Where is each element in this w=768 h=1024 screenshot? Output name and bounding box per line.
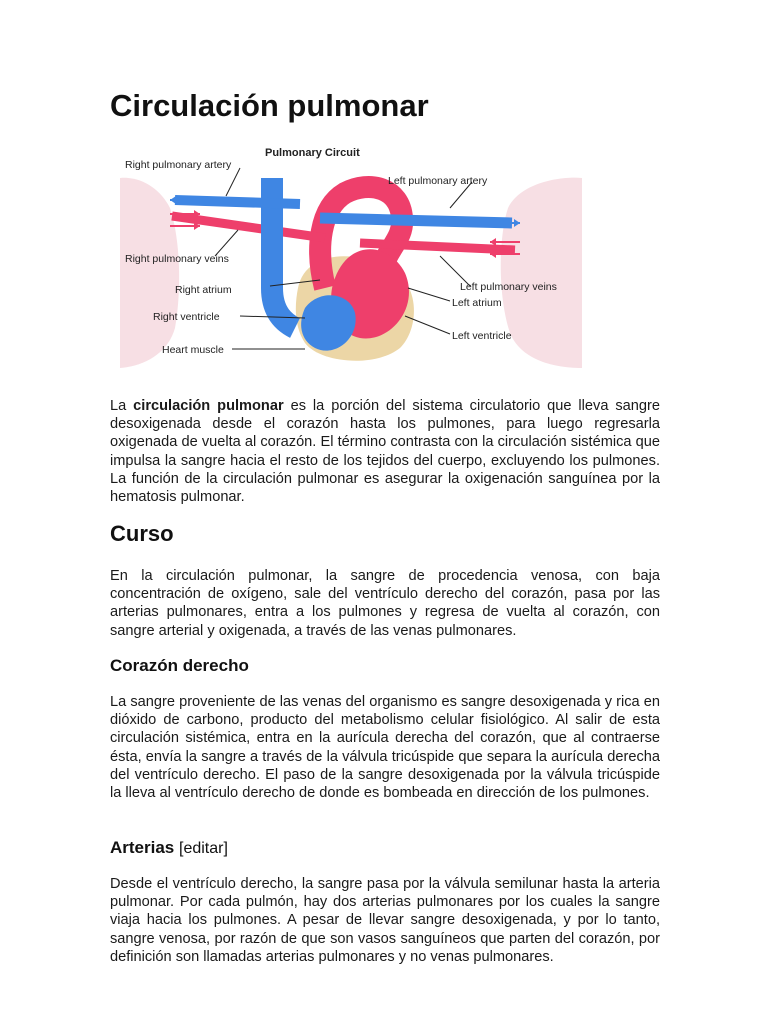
intro-text-rest: es la porción del sistema circulatorio que lleva sangre desoxigenada desde el corazón hasta los pulmones, para luego regresarla oxigenada de vuelta al corazón. El término contrasta con la circulación sistémica que impulsa la sangre hacia el resto de los tejidos del cuerpo, excluyendo los pulmones. La función de la circulación pulmonar es asegurar la oxigenación sanguínea por la hematosis pulmonar. <box>110 398 660 506</box>
subsection-heading-corazon: Corazón derecho <box>110 656 249 675</box>
label-left-pulmonary-veins: Left pulmonary veins <box>460 281 557 293</box>
pulmonary-circuit-diagram <box>120 138 582 378</box>
label-heart-muscle: Heart muscle <box>162 344 224 356</box>
label-left-pulmonary-artery: Left pulmonary artery <box>388 175 488 187</box>
diagram-title: Pulmonary Circuit <box>265 147 360 159</box>
label-right-pulmonary-artery: Right pulmonary artery <box>125 159 232 171</box>
intro-bold-term: circulación pulmonar <box>133 398 284 414</box>
left-pulmonary-artery-vessel <box>320 218 512 223</box>
label-left-atrium: Left atrium <box>452 297 502 309</box>
intro-paragraph <box>110 397 660 506</box>
diagram-svg <box>120 138 582 378</box>
edit-link[interactable]: [editar] <box>179 840 228 857</box>
right-lung <box>120 178 179 368</box>
left-lung <box>501 178 582 368</box>
arterias-paragraph: Desde el ventrículo derecho, la sangre pasa por la válvula semilunar hasta la arteria pulmonar. Por cada pulmón, hay dos arterias pulmonares por los cuales la sangre viaja hacia los pulmones. A pesar de llevar sangre desoxigenada, y por lo tanto, sangre venosa, por razón de que son vasos sanguíneos que parten del corazón, por definición son llamadas arterias pulmonares y no venas pulmonares. <box>110 876 660 965</box>
curso-paragraph: En la circulación pulmonar, la sangre de procedencia venosa, con baja concentración de oxígeno, sale del ventrículo derecho del corazón, pasa por las arterias pulmonares, entra a los pulmones y regresa de vuelta al corazón, con sangre arterial y oxigenada, a través de las venas pulmonares. <box>110 568 660 639</box>
corazon-paragraph: La sangre proveniente de las venas del organismo es sangre desoxigenada y rica en dióxido de carbono, producto del metabolismo celular fisiológico. Al salir de esta circulación sistémica, entra en la aurícula derecha del corazón, que al contraerse ésta, envía la sangre a través de la válvula tricúspide que separa la aurícula derecha del ventrículo derecho. El paso de la sangre desoxigenada por la válvula tricúspide la lleva al ventrículo derecho de donde es bombeada en dirección de los pulmones. <box>110 694 660 802</box>
page-title: Circulación pulmonar <box>110 88 429 123</box>
section-heading-curso: Curso <box>110 521 174 546</box>
intro-text-start: La <box>110 398 134 414</box>
subsection-heading-arterias <box>110 838 228 858</box>
label-left-ventricle: Left ventricle <box>452 330 512 342</box>
label-right-ventricle: Right ventricle <box>153 311 220 323</box>
label-right-pulmonary-veins: Right pulmonary veins <box>125 253 229 265</box>
arterias-heading-text: Arterias <box>110 838 175 857</box>
label-right-atrium: Right atrium <box>175 284 232 296</box>
